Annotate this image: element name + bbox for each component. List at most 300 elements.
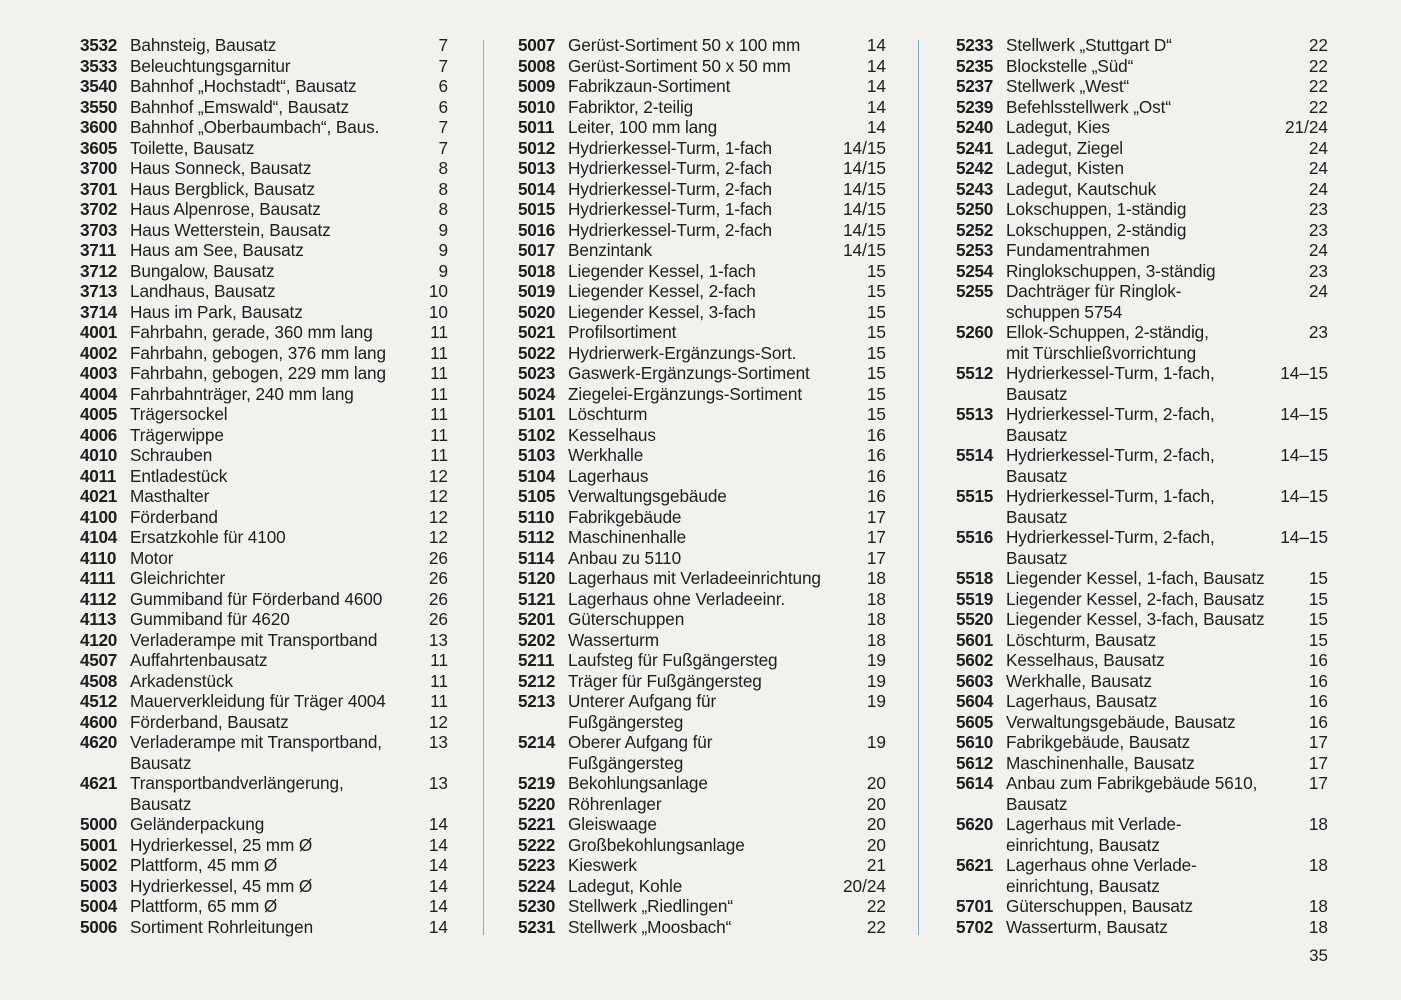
article-number: 5007 [518,35,556,55]
article-page-ref: 14 [428,834,448,855]
article-number: 5114 [518,547,555,568]
catalog-entry [80,876,448,897]
article-number: 3714 [80,301,118,322]
article-number: 5018 [518,260,556,281]
catalog-entry [956,896,1328,917]
article-description: Fabriktor, 2-teilig [568,96,694,117]
article-page-ref: 23 [1308,199,1328,219]
article-page-ref: 15 [866,383,886,404]
catalog-entry [956,117,1328,138]
article-description: Liegender Kessel, 2-fach, Bausatz [1006,588,1265,609]
article-number: 5612 [956,752,994,773]
article-page-ref: 14–15 [1280,445,1328,465]
catalog-entry [80,548,448,569]
catalog-entry [518,384,886,405]
catalog-entry [518,486,886,507]
article-number: 5219 [518,773,556,793]
article-page-ref: 15 [866,322,886,342]
article-description: Entladestück [130,465,228,486]
article-number: 5201 [518,609,556,629]
article-description: Träger für Fußgängersteg [568,670,762,691]
article-description: Lokschuppen, 1-ständig [1006,199,1187,219]
article-number: 5240 [956,117,994,137]
index-column-1 [80,35,448,937]
catalog-entry [80,814,448,835]
article-description: Fabrikgebäude [568,506,682,527]
article-number: 5104 [518,465,556,486]
article-description: Löschturm [568,404,648,424]
article-description: Gummiband für 4620 [130,609,290,629]
catalog-entry [518,671,886,692]
article-page-ref: 13 [428,732,448,752]
article-number: 5520 [956,609,994,629]
catalog-entry [518,568,886,589]
article-description: Benzintank [568,240,653,260]
catalog-entry [80,240,448,261]
article-number: 5243 [956,178,994,199]
article-number: 4002 [80,342,118,363]
catalog-entry [80,671,448,692]
article-page-ref: 15 [866,404,886,424]
article-page-ref: 26 [428,568,448,588]
catalog-entry [80,835,448,856]
catalog-entry [956,97,1328,118]
catalog-entry [956,650,1328,671]
article-number: 4507 [80,650,118,670]
article-page-ref: 24 [1308,281,1328,301]
article-description: Haus Bergblick, Bausatz [130,178,315,199]
article-description: Haus im Park, Bausatz [130,301,303,322]
article-number: 5202 [518,629,556,650]
article-description: Lagerhaus mit Verladeeinrichtung [568,568,821,588]
catalog-entry [80,507,448,528]
article-page-ref: 14 [428,855,448,875]
article-number: 5102 [518,424,556,445]
article-number: 5001 [80,834,118,855]
article-page-ref: 20 [866,814,886,834]
catalog-entry [518,917,886,938]
article-description: Blockstelle „Süd“ [1006,55,1134,76]
catalog-entry [956,281,1328,322]
article-description: Fabrikzaun-Sortiment [568,76,731,96]
article-number: 3540 [80,76,118,96]
catalog-entry [518,835,886,856]
article-description: Werkhalle, Bausatz [1006,670,1152,691]
catalog-entry [80,486,448,507]
article-number: 5014 [518,178,556,199]
catalog-entry [80,773,448,814]
article-page-ref: 14 [428,916,448,937]
catalog-entry [518,97,886,118]
article-page-ref: 20 [866,834,886,855]
article-page-ref: 17 [866,506,886,527]
article-page-ref: 11 [430,445,448,465]
article-number: 5024 [518,383,556,404]
article-description: Dachträger für Ringlok- schuppen 5754 [1006,281,1182,322]
article-page-ref: 7 [438,137,448,158]
article-description: Gerüst-Sortiment 50 x 50 mm [568,55,791,76]
article-number: 5241 [956,137,994,158]
article-description: Befehlsstellwerk „Ost“ [1006,96,1171,117]
article-page-ref: 8 [438,158,448,178]
catalog-entry [80,445,448,466]
catalog-entry [80,35,448,56]
article-description: Ersatzkohle für 4100 [130,527,286,547]
article-page-ref: 18 [866,629,886,650]
article-page-ref: 18 [866,588,886,609]
catalog-entry [80,855,448,876]
article-number: 5518 [956,568,994,588]
article-page-ref: 15 [1308,588,1328,609]
article-number: 3711 [80,240,117,260]
article-number: 5021 [518,322,556,342]
article-description: Hydrierkessel-Turm, 1-fach, Bausatz [1006,486,1215,527]
catalog-entry [956,753,1328,774]
article-page-ref: 26 [428,609,448,629]
article-description: Gleichrichter [130,568,226,588]
article-number: 4003 [80,363,118,383]
article-page-ref: 23 [1308,219,1328,240]
article-page-ref: 16 [1308,711,1328,732]
catalog-entry [80,76,448,97]
catalog-entry [80,568,448,589]
article-number: 5121 [518,588,556,609]
article-page-ref: 22 [866,916,886,937]
article-description: Bahnhof „Emswald“, Bausatz [130,96,350,117]
article-page-ref: 16 [1308,691,1328,711]
catalog-entry [956,486,1328,527]
article-page-ref: 6 [438,76,448,96]
catalog-entry [80,384,448,405]
article-page-ref: 15 [866,301,886,322]
article-page-ref: 18 [866,568,886,588]
article-description: Güterschuppen, Bausatz [1006,896,1193,916]
catalog-entry [956,445,1328,486]
article-description: Stellwerk „Riedlingen“ [568,896,733,916]
catalog-entry [518,630,886,651]
catalog-entry [518,179,886,200]
article-description: Sortiment Rohrleitungen [130,916,314,937]
article-number: 5012 [518,137,556,158]
article-number: 5000 [80,814,118,834]
article-number: 5231 [518,916,556,937]
article-description: Gaswerk-Ergänzungs-Sortiment [568,363,810,383]
article-number: 5120 [518,568,556,588]
article-page-ref: 17 [1308,752,1328,773]
article-page-ref: 10 [428,281,448,301]
article-number: 5620 [956,814,994,834]
article-page-ref: 6 [438,96,448,117]
article-number: 5211 [518,650,555,670]
article-description: Wasserturm, Bausatz [1006,916,1168,937]
catalog-entry [518,261,886,282]
article-page-ref: 18 [1308,855,1328,875]
article-number: 5260 [956,322,994,342]
article-page-ref: 14/15 [842,178,886,199]
article-description: Hydrierkessel-Turm, 2-fach, Bausatz [1006,527,1215,568]
article-page-ref: 16 [1308,650,1328,670]
article-page-ref: 14 [428,896,448,916]
article-page-ref: 20/24 [842,875,886,896]
article-description: Ringlokschuppen, 3-ständig [1006,260,1216,281]
article-number: 5701 [956,896,994,916]
article-description: Löschturm, Bausatz [1006,629,1157,650]
article-description: Güterschuppen [568,609,685,629]
article-number: 5110 [518,506,555,527]
article-page-ref: 16 [866,445,886,465]
catalog-entry [518,609,886,630]
article-description: Kieswerk [568,855,637,875]
article-number: 4110 [80,547,117,568]
article-description: Beleuchtungsgarnitur [130,55,291,76]
catalog-entry [956,691,1328,712]
article-description: Transportbandverlängerung, Bausatz [130,773,344,814]
article-number: 5222 [518,834,556,855]
article-page-ref: 24 [1308,178,1328,199]
article-description: Anbau zu 5110 [568,547,682,568]
article-description: Schrauben [130,445,213,465]
catalog-entry [80,589,448,610]
catalog-entry [80,261,448,282]
catalog-entry [956,630,1328,651]
catalog-entry [80,220,448,241]
catalog-entry [956,240,1328,261]
article-description: Gleiswaage [568,814,657,834]
article-description: Anbau zum Fabrikgebäude 5610, Bausatz [1006,773,1258,814]
article-page-ref: 22 [1308,35,1328,55]
article-page-ref: 14–15 [1280,363,1328,383]
catalog-entry [518,814,886,835]
article-description: Stellwerk „Stuttgart D“ [1006,35,1172,55]
catalog-entry [518,158,886,179]
article-number: 5614 [956,773,994,793]
article-page-ref: 22 [1308,55,1328,76]
article-page-ref: 11 [430,322,448,342]
article-description: Fundamentrahmen [1006,240,1150,260]
catalog-entry [518,240,886,261]
article-number: 5512 [956,363,994,383]
article-description: Kesselhaus, Bausatz [1006,650,1165,670]
article-description: Ladegut, Kisten [1006,158,1124,178]
catalog-entry [956,199,1328,220]
article-description: Hydrierkessel, 45 mm Ø [130,875,313,896]
article-number: 5101 [518,404,556,424]
index-column-2 [518,35,886,937]
catalog-entry [956,35,1328,56]
article-description: Fahrbahn, gebogen, 229 mm lang [130,363,386,383]
catalog-entry [956,179,1328,200]
article-description: Maschinenhalle [568,527,687,547]
article-number: 5621 [956,855,994,875]
catalog-entry [518,876,886,897]
catalog-entry [956,773,1328,814]
article-page-ref: 14/15 [842,219,886,240]
catalog-entry [80,56,448,77]
catalog-entry [80,732,448,773]
catalog-entry [956,220,1328,241]
article-number: 5230 [518,896,556,916]
catalog-entry [518,425,886,446]
article-number: 5253 [956,240,994,260]
article-page-ref: 15 [1308,568,1328,588]
catalog-entry [956,609,1328,630]
article-number: 5011 [518,117,555,137]
article-page-ref: 8 [438,178,448,199]
article-page-ref: 16 [866,486,886,506]
article-page-ref: 9 [438,219,448,240]
article-page-ref: 15 [1308,609,1328,629]
article-description: Lagerhaus ohne Verlade- einrichtung, Bausatz [1006,855,1197,896]
article-number: 5516 [956,527,994,547]
article-page-ref: 15 [866,342,886,363]
article-description: Leiter, 100 mm lang [568,117,718,137]
catalog-entry [956,568,1328,589]
article-description: Verladerampe mit Transportband [130,629,378,650]
article-page-ref: 14 [866,117,886,137]
catalog-entry [518,220,886,241]
article-number: 5237 [956,76,994,96]
catalog-entry [956,363,1328,404]
article-description: Lokschuppen, 2-ständig [1006,219,1187,240]
article-page-ref: 11 [430,383,448,404]
article-description: Hydrierkessel-Turm, 2-fach, Bausatz [1006,404,1215,445]
article-page-ref: 26 [428,588,448,609]
column-divider [483,40,484,935]
article-number: 4600 [80,711,118,732]
catalog-entry [518,76,886,97]
catalog-entry [518,507,886,528]
article-number: 4004 [80,383,118,404]
article-number: 5006 [80,916,118,937]
article-page-ref: 11 [430,363,448,383]
article-description: Mauerverkleidung für Träger 4004 [130,691,386,711]
catalog-entry [80,343,448,364]
catalog-entry [956,322,1328,363]
article-description: Hydrierkessel-Turm, 2-fach [568,178,773,199]
article-description: Verwaltungsgebäude, Bausatz [1006,711,1236,732]
catalog-entry [956,855,1328,896]
catalog-entry [80,630,448,651]
catalog-entry [956,56,1328,77]
catalog-entry [518,855,886,876]
article-number: 5515 [956,486,994,506]
article-page-ref: 11 [430,670,448,691]
catalog-entry [80,117,448,138]
catalog-entry [80,527,448,548]
catalog-entry [518,650,886,671]
article-description: Oberer Aufgang für Fußgängersteg [568,732,713,773]
article-number: 4620 [80,732,118,752]
article-page-ref: 24 [1308,240,1328,260]
catalog-entry [518,773,886,794]
article-page-ref: 12 [428,506,448,527]
article-page-ref: 19 [866,691,886,711]
article-number: 5242 [956,158,994,178]
article-page-ref: 17 [1308,773,1328,793]
article-number: 3701 [80,178,118,199]
catalog-entry [80,466,448,487]
catalog-entry [80,896,448,917]
catalog-entry [80,917,448,938]
article-page-ref: 12 [428,486,448,506]
article-page-ref: 21/24 [1284,117,1328,137]
article-page-ref: 15 [866,260,886,281]
article-description: Toilette, Bausatz [130,137,255,158]
article-description: Lagerhaus mit Verlade- einrichtung, Bausatz [1006,814,1182,855]
article-page-ref: 14 [428,814,448,834]
article-number: 5212 [518,670,556,691]
article-number: 5019 [518,281,556,301]
article-description: Maschinenhalle, Bausatz [1006,752,1195,773]
catalog-entry [518,117,886,138]
article-description: Bungalow, Bausatz [130,260,275,281]
article-page-ref: 7 [438,35,448,55]
article-number: 5015 [518,199,556,219]
article-description: Förderband [130,506,218,527]
article-page-ref: 12 [428,711,448,732]
catalog-entry [518,199,886,220]
article-description: Unterer Aufgang für Fußgängersteg [568,691,717,732]
article-number: 5601 [956,629,994,650]
catalog-entry [80,138,448,159]
article-number: 5603 [956,670,994,691]
article-number: 5220 [518,793,556,814]
article-page-ref: 14 [866,76,886,96]
article-description: Hydrierkessel-Turm, 1-fach, Bausatz [1006,363,1215,404]
article-description: Plattform, 65 mm Ø [130,896,278,916]
article-description: Liegender Kessel, 3-fach, Bausatz [1006,609,1265,629]
article-description: Hydrierkessel-Turm, 1-fach [568,199,773,219]
article-description: Werkhalle [568,445,644,465]
column-divider [918,40,919,935]
article-number: 5610 [956,732,994,752]
article-page-ref: 14 [866,55,886,76]
article-number: 5250 [956,199,994,219]
article-page-ref: 11 [430,342,448,363]
article-page-ref: 21 [866,855,886,875]
index-column-3 [956,35,1328,937]
article-number: 5013 [518,158,556,178]
catalog-entry [80,97,448,118]
article-number: 3600 [80,117,118,137]
article-number: 3533 [80,55,118,76]
catalog-entry [518,732,886,773]
article-description: Großbekohlungsanlage [568,834,745,855]
article-description: Hydrierkessel-Turm, 2-fach [568,219,773,240]
article-number: 5002 [80,855,118,875]
article-number: 4112 [80,588,117,609]
article-number: 4621 [80,773,118,793]
article-number: 5224 [518,875,556,896]
article-number: 5254 [956,260,994,281]
article-description: Arkadenstück [130,670,233,691]
article-description: Förderband, Bausatz [130,711,289,732]
article-number: 4005 [80,404,118,424]
article-number: 3700 [80,158,118,178]
catalog-entry [518,589,886,610]
article-page-ref: 14/15 [842,137,886,158]
catalog-entry [518,896,886,917]
catalog-entry [956,917,1328,938]
catalog-entry [518,548,886,569]
article-description: Gummiband für Förderband 4600 [130,588,383,609]
article-page-ref: 11 [430,404,448,424]
catalog-entry [518,138,886,159]
article-number: 5602 [956,650,994,670]
article-page-ref: 16 [1308,670,1328,691]
article-page-ref: 8 [438,199,448,219]
article-number: 5004 [80,896,118,916]
